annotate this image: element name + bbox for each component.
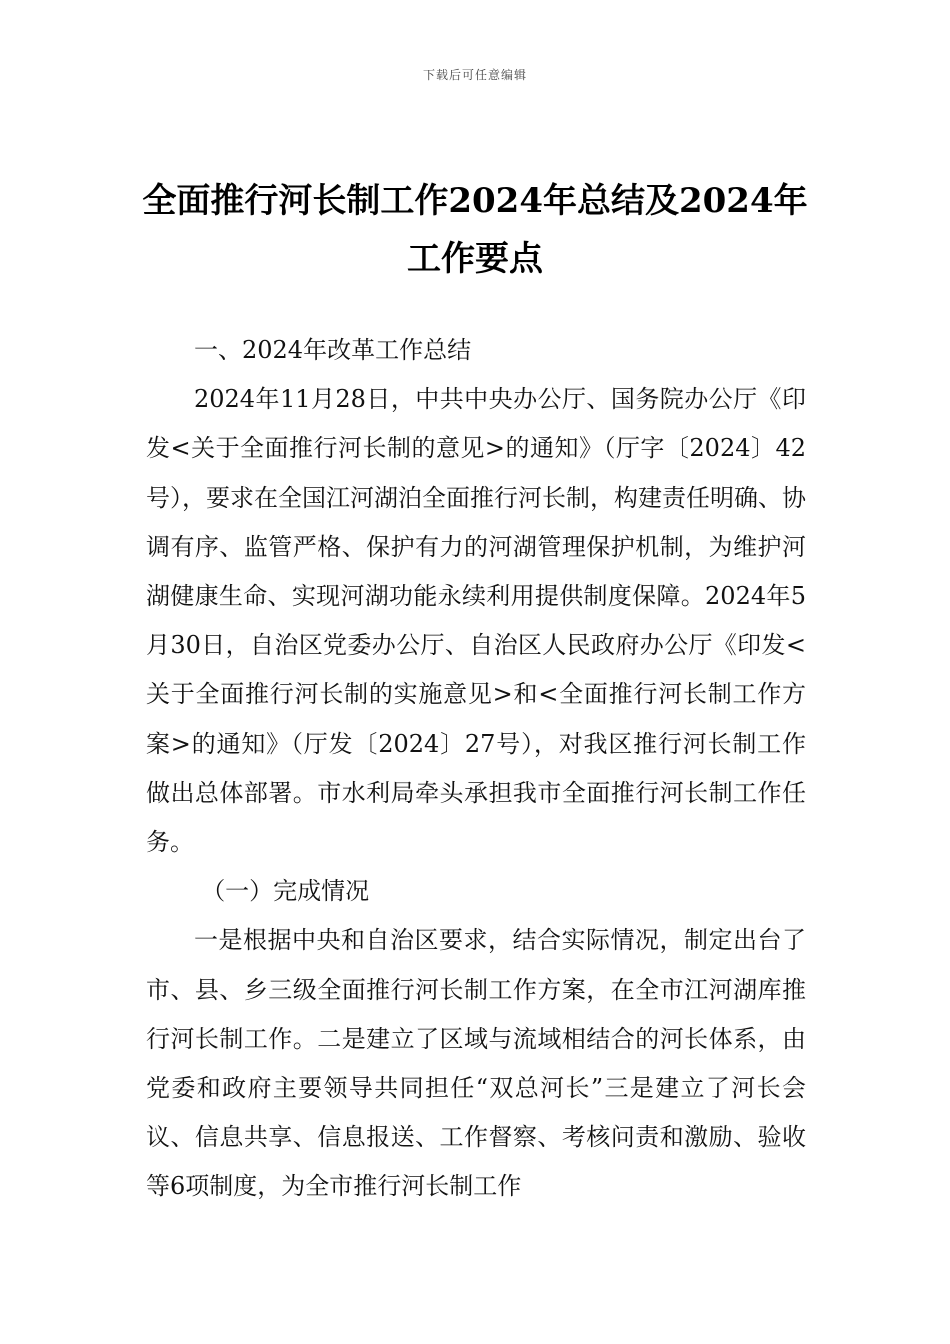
page-header-note: 下载后可任意编辑 bbox=[422, 68, 527, 82]
document-title bbox=[130, 172, 820, 288]
document-title-line-2: 工作要点 bbox=[407, 239, 543, 279]
subsection-heading: （一）完成情况 bbox=[201, 877, 370, 906]
paragraph: 一是根据中央和自治区要求，结合实际情况，制定出台了市、县、乡三级全面推行河长制工作方案，在全市江河湖库推行河长制工作。二是建立了区域与流域相结合的河长体系，由党委和政府主要领导共同担任“双总河长”三是建立了河长会议、信息共享、信息报送、工作督察、考核问责和激励、验收等6项制度，为全市推行河长制工作 bbox=[146, 926, 806, 1201]
document-body bbox=[146, 326, 806, 1212]
document-title-line-1: 全面推行河长制工作2024年总结及2024年 bbox=[142, 181, 808, 221]
section-heading: 一、2024年改革工作总结 bbox=[194, 336, 472, 364]
paragraph: 2024年11月28日，中共中央办公厅、国务院办公厅《印发<关于全面推行河长制的意见>的通知》（厅字〔2024〕42号），要求在全国江河湖泊全面推行河长制，构建责任明确、协调有序、监管严格、保护有力的河湖管理保护机制，为维护河湖健康生命、实现河湖功能永续利用提供制度保障。2024年5月30日，自治区党委办公厅、自治区人民政府办公厅《印发<关于全面推行河长制的实施意见>和<全面推行河长制工作方案>的通知》（厅发〔2024〕27号），对我区推行河长制工作做出总体部署。市水利局牵头承担我市全面推行河长制工作任务。 bbox=[146, 385, 806, 857]
